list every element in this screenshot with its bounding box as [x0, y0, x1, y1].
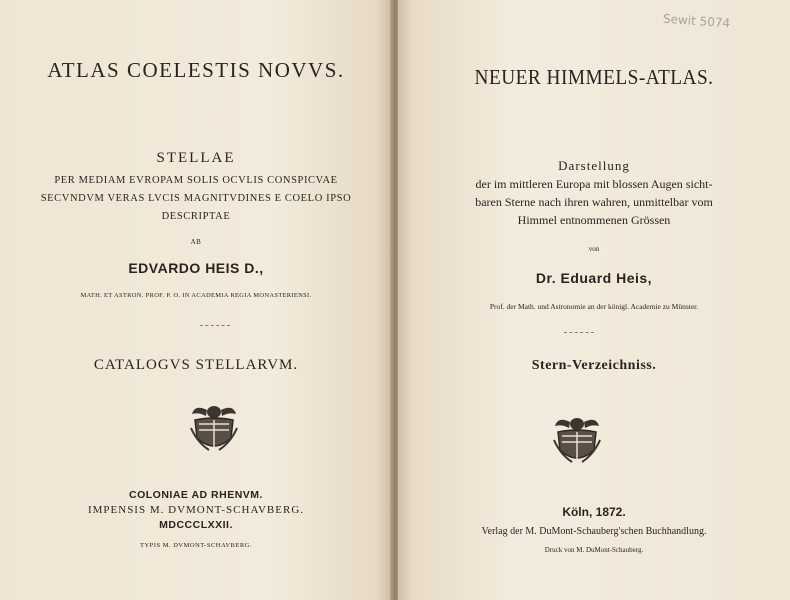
left-publisher: IMPENSIS M. DVMONT-SCHAVBERG. [87, 504, 305, 516]
right-title: NEUER HIMMELS-ATLAS. [474, 65, 714, 89]
right-description-line-3: baren Sterne nach ihren wahren, unmittelbar vom [475, 195, 713, 209]
left-printer: TYPIS M. DVMONT-SCHAVBERG. [140, 542, 252, 549]
left-divider [200, 325, 230, 326]
left-section: CATALOGVS STELLARVM. [93, 357, 299, 373]
left-author: EDVARDO HEIS D., [128, 260, 264, 276]
left-description-line-1: PER MEDIAM EVROPAM SOLIS OCVLIS CONSPICVAE [54, 175, 338, 186]
left-place: COLONIAE AD RHENVM. [129, 489, 263, 501]
left-subtitle: STELLAE [156, 150, 236, 166]
right-description-line-2: der im mittleren Europa mit blossen Augen sicht- [475, 177, 713, 191]
right-printer: Druck von M. DuMont-Schauberg. [544, 546, 644, 554]
right-by: von [588, 245, 600, 253]
left-by: AB [190, 238, 202, 246]
crest-emblem-right [552, 414, 602, 469]
right-section: Stern-Verzeichniss. [531, 358, 657, 373]
right-divider [564, 332, 594, 333]
right-place-year: Köln, 1872. [562, 505, 626, 519]
crest-emblem-left [189, 402, 239, 457]
right-author: Dr. Eduard Heis, [535, 270, 653, 286]
left-description-line-3: DESCRIPTAE [161, 211, 231, 222]
left-page [0, 0, 392, 600]
left-affiliation: MATH. ET ASTRON. PROF. P. O. IN ACADEMIA REGIA MONASTERIENSI. [80, 292, 312, 299]
right-description-line-1: Darstellung [558, 158, 630, 173]
left-description-line-2: SECVNDVM VERAS LVCIS MAGNITVDINES E COELO IPSO [40, 193, 352, 204]
right-affiliation: Prof. der Math. und Astronomie an der königl. Academie zu Münster. [489, 302, 699, 311]
right-publisher: Verlag der M. DuMont-Schauberg'schen Buchhandlung. [481, 526, 707, 537]
left-year: MDCCCLXXII. [159, 519, 233, 531]
right-description-line-4: Himmel entnommenen Grössen [517, 213, 671, 227]
right-page [398, 0, 790, 600]
left-title: ATLAS COELESTIS NOVVS. [47, 58, 345, 82]
pencil-note: Sewit 5074 [662, 11, 731, 31]
